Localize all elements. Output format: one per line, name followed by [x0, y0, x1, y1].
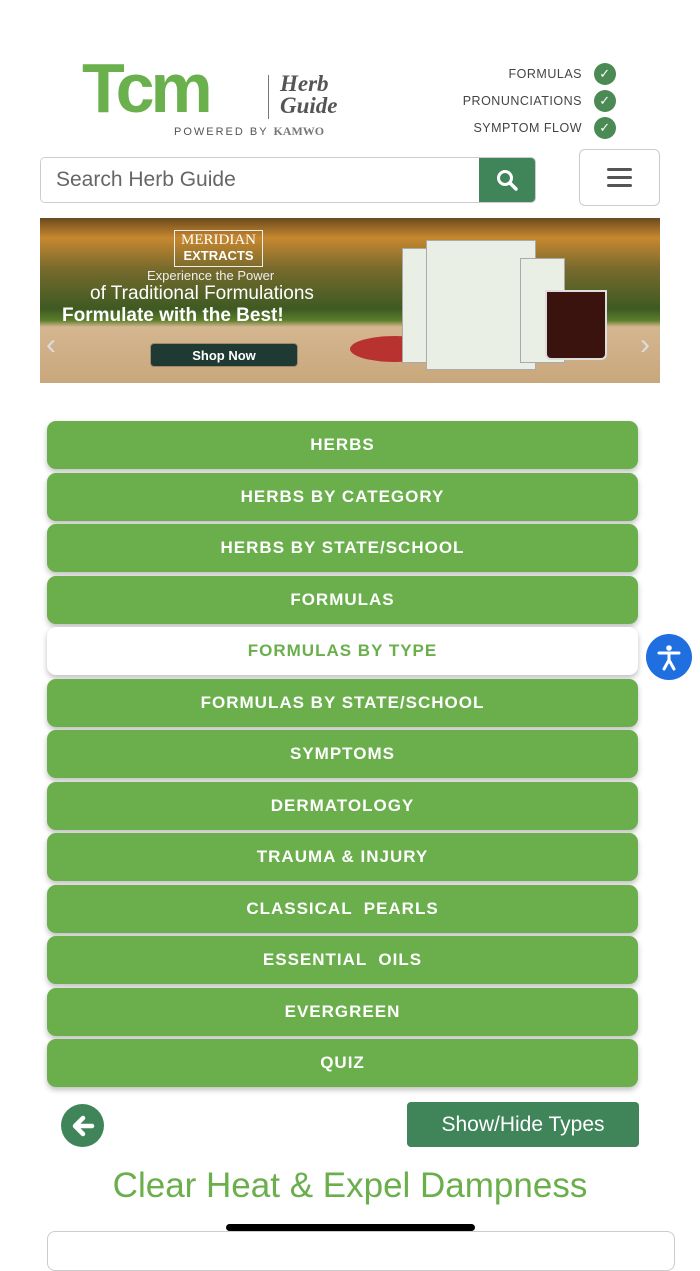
banner-line-1: Experience the Power	[147, 268, 275, 283]
show-hide-types-button[interactable]: Show/Hide Types	[407, 1102, 639, 1147]
nav-item-trauma-injury[interactable]: TRAUMA & INJURY	[47, 833, 638, 881]
search-icon	[496, 169, 518, 191]
meridian-extracts-logo: MERIDIAN EXTRACTS	[174, 230, 263, 267]
accessibility-icon	[655, 643, 683, 671]
back-button[interactable]	[61, 1104, 104, 1147]
nav-item-classical-pearls[interactable]: CLASSICAL PEARLS	[47, 885, 638, 933]
carousel-next-arrow[interactable]: ›	[640, 328, 650, 361]
logo-tcm: Tcm	[82, 49, 209, 127]
nav-item-herbs-by-category[interactable]: HERBS BY CATEGORY	[47, 473, 638, 521]
promo-banner[interactable]	[40, 218, 660, 383]
nav-item-formulas[interactable]: FORMULAS	[47, 576, 638, 624]
feature-pronunciations: PRONUNCIATIONS ✓	[463, 87, 616, 114]
home-indicator	[226, 1224, 475, 1231]
shop-now-button[interactable]: Shop Now	[150, 343, 298, 367]
arrow-left-icon	[70, 1113, 96, 1139]
powered-by: POWERED BY KAMWO	[174, 124, 325, 138]
hamburger-menu-button[interactable]	[579, 149, 660, 206]
check-circle-icon: ✓	[594, 63, 616, 85]
check-circle-icon: ✓	[594, 117, 616, 139]
search-bar	[40, 157, 536, 203]
feature-symptom-flow: SYMPTOM FLOW ✓	[463, 114, 616, 141]
nav-item-symptoms[interactable]: SYMPTOMS	[47, 730, 638, 778]
feature-formulas: FORMULAS ✓	[463, 60, 616, 87]
banner-line-2: of Traditional Formulations	[90, 283, 314, 304]
nav-item-herbs-by-state-school[interactable]: HERBS BY STATE/SCHOOL	[47, 524, 638, 572]
check-circle-icon: ✓	[594, 90, 616, 112]
formula-card[interactable]	[47, 1231, 675, 1271]
search-input[interactable]	[41, 158, 479, 202]
tea-cup-image	[545, 290, 607, 360]
tcm-herb-guide-logo[interactable]	[82, 49, 362, 140]
nav-item-essential-oils[interactable]: ESSENTIAL OILS	[47, 936, 638, 984]
search-button[interactable]	[479, 158, 535, 202]
nav-item-dermatology[interactable]: DERMATOLOGY	[47, 782, 638, 830]
logo-divider	[268, 75, 269, 119]
feature-list	[463, 60, 616, 141]
banner-line-3: Formulate with the Best!	[62, 305, 284, 326]
accessibility-button[interactable]	[646, 634, 692, 680]
nav-item-formulas-by-state-school[interactable]: FORMULAS BY STATE/SCHOOL	[47, 679, 638, 727]
nav-item-quiz[interactable]: QUIZ	[47, 1039, 638, 1087]
nav-item-evergreen[interactable]: EVERGREEN	[47, 988, 638, 1036]
carousel-prev-arrow[interactable]: ‹	[46, 328, 56, 361]
nav-item-formulas-by-type[interactable]: FORMULAS BY TYPE	[47, 627, 638, 675]
nav-item-herbs[interactable]: HERBS	[47, 421, 638, 469]
logo-herb-guide: Herb Guide	[280, 71, 338, 118]
main-nav	[47, 421, 638, 1091]
section-title: Clear Heat & Expel Dampness	[112, 1166, 588, 1205]
